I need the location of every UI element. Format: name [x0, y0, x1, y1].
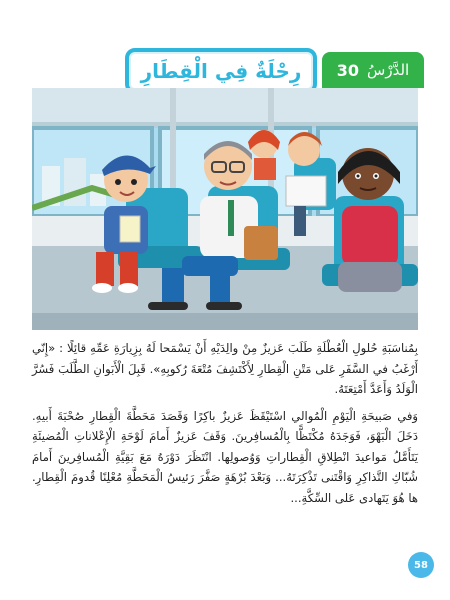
girl-passenger: [338, 148, 402, 292]
lesson-text: [32, 338, 418, 514]
lesson-label: الدَّرْسُ: [367, 61, 410, 79]
lesson-tab: [322, 52, 424, 88]
ceiling: [32, 88, 418, 126]
train-passengers-illustration: [32, 88, 418, 330]
floor-edge: [32, 313, 418, 330]
page-title: رِحْلَةٌ فِي الْقِطَارِ: [140, 59, 302, 83]
paragraph-1: بِمُناسَبَةِ حُلولِ الْعُطْلَةِ طَلَبَ عَزيزٌ مِنْ والِدَيْهِ أَنْ يَسْمَحا لَهُ بِزِيارَةِ عَمِّهِ قائِلًا : «إِنّي أَرْغَبُ في السَّفَرِ عَلى مَتْنِ الْقِطارِ لِأَكْتَشِفَ مُتْعَةَ رُكوبِهِ». قَبِلَ الْأَبَوانِ الطَّلَبَ فَسُرَّ الْوَلَدُ وَأَعَدَّ أَمْتِعَتَهُ.: [32, 341, 418, 396]
page-number: 58: [408, 552, 434, 578]
paragraph-2: وَفي صَبيحَةِ الْيَوْمِ الْمُوالي اسْتَيْقَظَ عَزيزٌ باكِرًا وَقَصَدَ مَحَطَّةَ الْقِطارِ صُحْبَةَ أَبيهِ. دَخَلَ الْبَهْوَ، فَوَجَدَهُ مُكْتَظًّا بِالْمُسافِرينَ. وَقَفَ عَزيزٌ أَمامَ لَوْحَةِ الْإِعْلاناتِ الْمُضيئَةِ يَتَأَمَّلُ مَواعيدَ انْطِلاقِ الْقِطاراتِ وَوُصولِها. انْتَظَرَ دَوْرَهُ مَعَ بَقِيَّةِ الْمُسافِرينَ أَمامَ شُبّاكِ التَّذاكِرِ وَاقْتَنى تَذْكِرَتَهُ... وَبَعْدَ بُرْهَةٍ صَفَّرَ رَئيسُ الْمَحَطَّةِ مُعْلِنًا قُدومَ الْقِطارِ. ها هُوَ يَتَهادى عَلى السِّكَّةِ...: [32, 408, 418, 505]
lesson-number: 30: [336, 60, 360, 80]
illustration-svg: [32, 88, 418, 330]
